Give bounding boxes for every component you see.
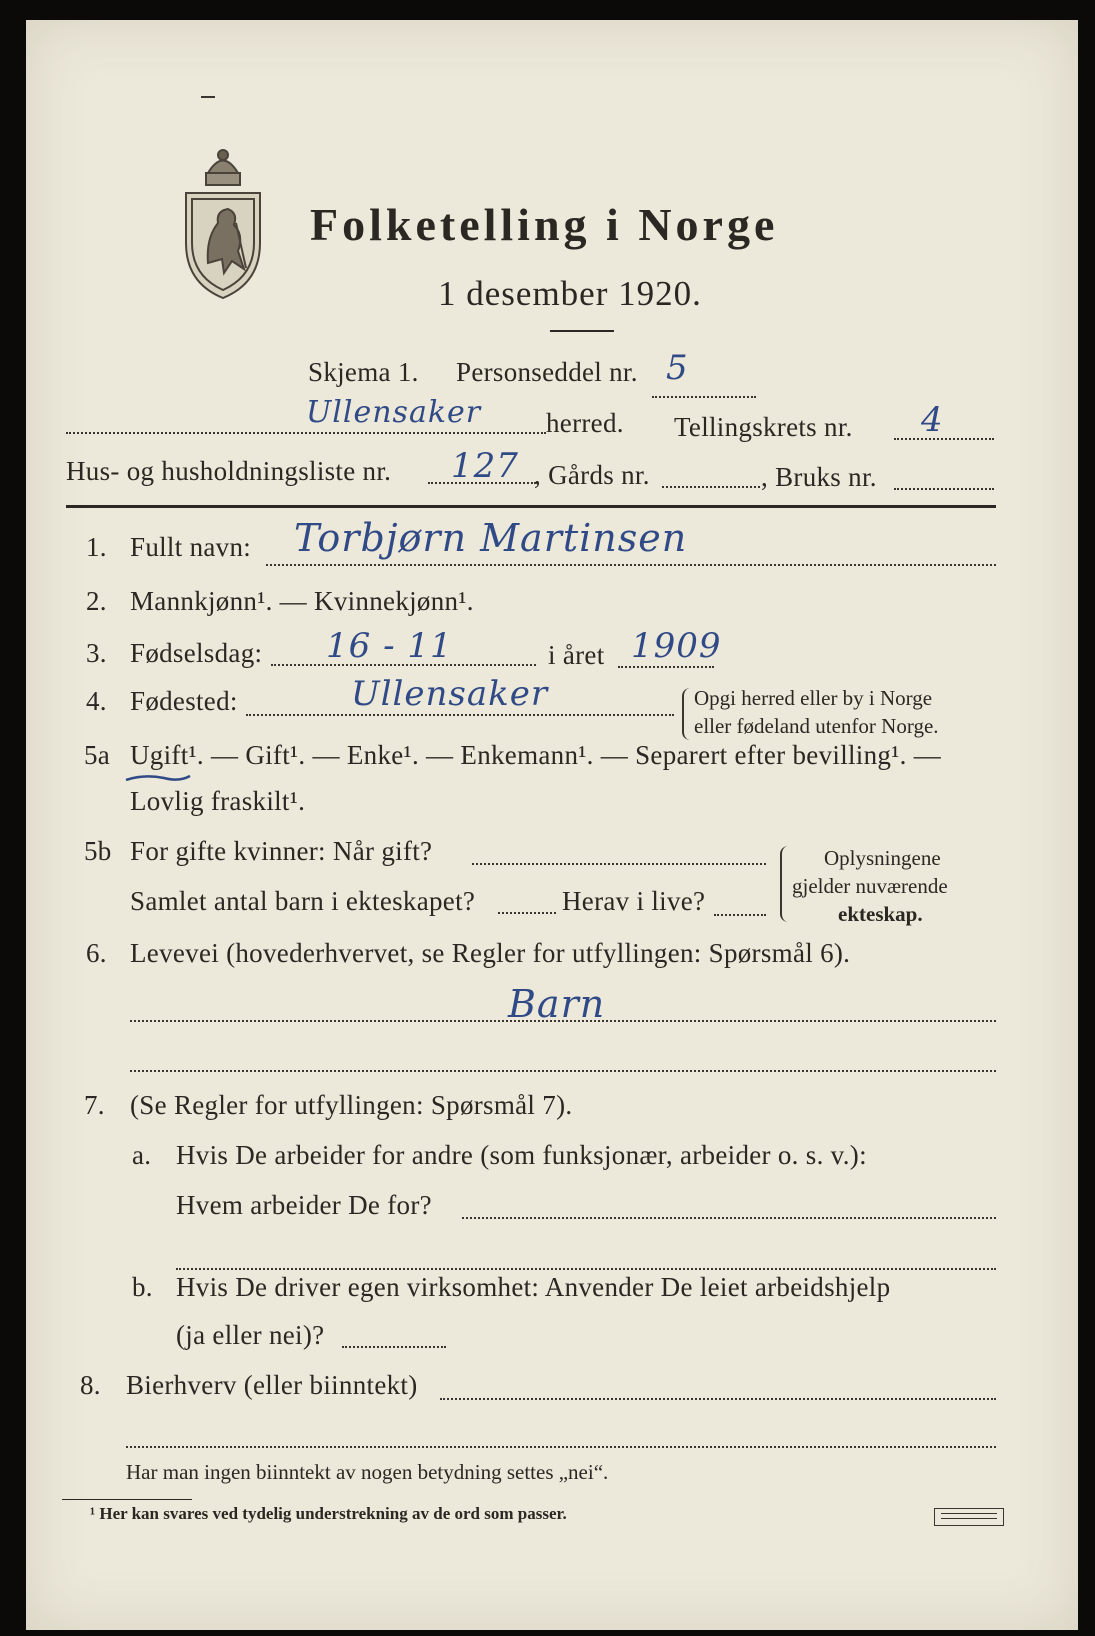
year-label: i året (548, 640, 605, 670)
herred-line (66, 432, 546, 434)
tellingskrets-label: Tellingskrets nr. (674, 412, 853, 442)
herred-label: herred. (546, 408, 624, 438)
full-name-value[interactable]: Torbjørn Martinsen (294, 516, 688, 560)
schema-label: Skjema 1. (308, 357, 419, 387)
tellingskrets-value[interactable]: 4 (921, 400, 944, 440)
bruks-label: , Bruks nr. (761, 462, 877, 492)
personseddel-line (652, 396, 756, 398)
herred-value[interactable]: Ullensaker (306, 395, 482, 430)
q7a-line-1 (462, 1217, 996, 1219)
personseddel-value[interactable]: 5 (666, 348, 689, 388)
q7b-line (342, 1346, 446, 1348)
q4-brace (682, 688, 690, 740)
bruks-line (894, 488, 994, 490)
q7a-label-2: Hvem arbeider De for? (176, 1190, 432, 1220)
q5b-line-3 (714, 914, 766, 916)
q4-note-1: Opgi herred eller by i Norge (694, 686, 933, 710)
printer-stamp (934, 1508, 1004, 1526)
hus-line (428, 482, 536, 484)
q5b-label-2: Samlet antal barn i ekteskapet? (130, 886, 476, 916)
q8-label: Bierhverv (eller biinntekt) (126, 1370, 418, 1400)
footnote: ¹ Her kan svares ved tydelig understrekning av de ord som passer. (90, 1504, 567, 1523)
gards-line (662, 486, 760, 488)
birthplace-value[interactable]: Ullensaker (351, 674, 549, 714)
q7-label: (Se Regler for utfyllingen: Spørsmål 7). (130, 1090, 573, 1120)
q4-note-2: eller fødeland utenfor Norge. (694, 714, 939, 738)
tellingskrets-line (894, 438, 994, 440)
q3-year-line (618, 666, 714, 668)
birthdate-value[interactable]: 16 - 11 (326, 626, 453, 666)
q8-note: Har man ingen biinntekt av nogen betydning settes „nei“. (126, 1460, 609, 1484)
q3-label: Fødselsdag: (130, 638, 263, 668)
q5b-line-2 (498, 912, 556, 914)
q5b-note-2: gjelder nuværende (792, 874, 948, 898)
q5b-label-3: Herav i live? (562, 886, 706, 916)
q4-line (246, 714, 674, 716)
personseddel-label: Personseddel nr. (456, 357, 638, 387)
q5a-number: 5a (84, 740, 111, 770)
q7a-letter: a. (132, 1140, 152, 1170)
q3-number: 3. (86, 638, 107, 668)
q8-line-2 (126, 1446, 996, 1448)
form-date: 1 desember 1920. (438, 274, 702, 313)
q2-label: Mannkjønn¹. — Kvinnekjønn¹. (130, 586, 474, 616)
q7a-line-2 (176, 1268, 996, 1270)
q5b-note-3: ekteskap. (838, 902, 923, 926)
q2-number: 2. (86, 586, 107, 616)
header-divider (66, 505, 996, 508)
q5a-label-2[interactable]: Lovlig fraskilt¹. (130, 786, 306, 816)
q8-number: 8. (80, 1370, 101, 1400)
q5a-label[interactable]: Ugift¹. — Gift¹. — Enke¹. — Enkemann¹. — Separert efter bevilling¹. — (130, 740, 941, 770)
q7-number: 7. (84, 1090, 105, 1120)
q6-line-1 (130, 1020, 996, 1022)
form-title: Folketelling i Norge (310, 199, 779, 250)
census-form (26, 20, 1078, 1630)
q7b-letter: b. (132, 1272, 153, 1302)
q1-line (266, 564, 996, 566)
q6-number: 6. (86, 938, 107, 968)
q8-line-1 (440, 1398, 996, 1400)
q6-label: Levevei (hovederhvervet, se Regler for utfyllingen: Spørsmål 6). (130, 938, 851, 968)
title-divider (550, 330, 614, 332)
hus-value[interactable]: 127 (451, 446, 519, 486)
q5b-note-1: Oplysningene (824, 846, 941, 870)
q3-date-line (271, 664, 536, 666)
gards-label: , Gårds nr. (534, 460, 650, 490)
q4-number: 4. (86, 686, 107, 716)
q1-label: Fullt navn: (130, 532, 252, 562)
q5b-brace (780, 846, 790, 922)
q5b-label: For gifte kvinner: Når gift? (130, 836, 433, 866)
coat-of-arms-icon (178, 143, 268, 303)
q5b-line-1 (472, 863, 766, 865)
q7b-label: Hvis De driver egen virksomhet: Anvender De leiet arbeidshjelp (176, 1272, 891, 1302)
ink-mark (201, 96, 215, 98)
q6-line-2 (130, 1070, 996, 1072)
occupation-value[interactable]: Barn (508, 982, 606, 1026)
ugift-underline (124, 772, 194, 786)
q1-number: 1. (86, 532, 107, 562)
q5b-number: 5b (84, 836, 112, 866)
q4-label: Fødested: (130, 686, 238, 716)
footnote-divider (62, 1499, 192, 1500)
hus-label: Hus- og husholdningsliste nr. (66, 456, 392, 486)
q7a-label: Hvis De arbeider for andre (som funksjonær, arbeider o. s. v.): (176, 1140, 867, 1170)
birth-year-value[interactable]: 1909 (631, 626, 722, 666)
q7b-label-2: (ja eller nei)? (176, 1320, 325, 1350)
